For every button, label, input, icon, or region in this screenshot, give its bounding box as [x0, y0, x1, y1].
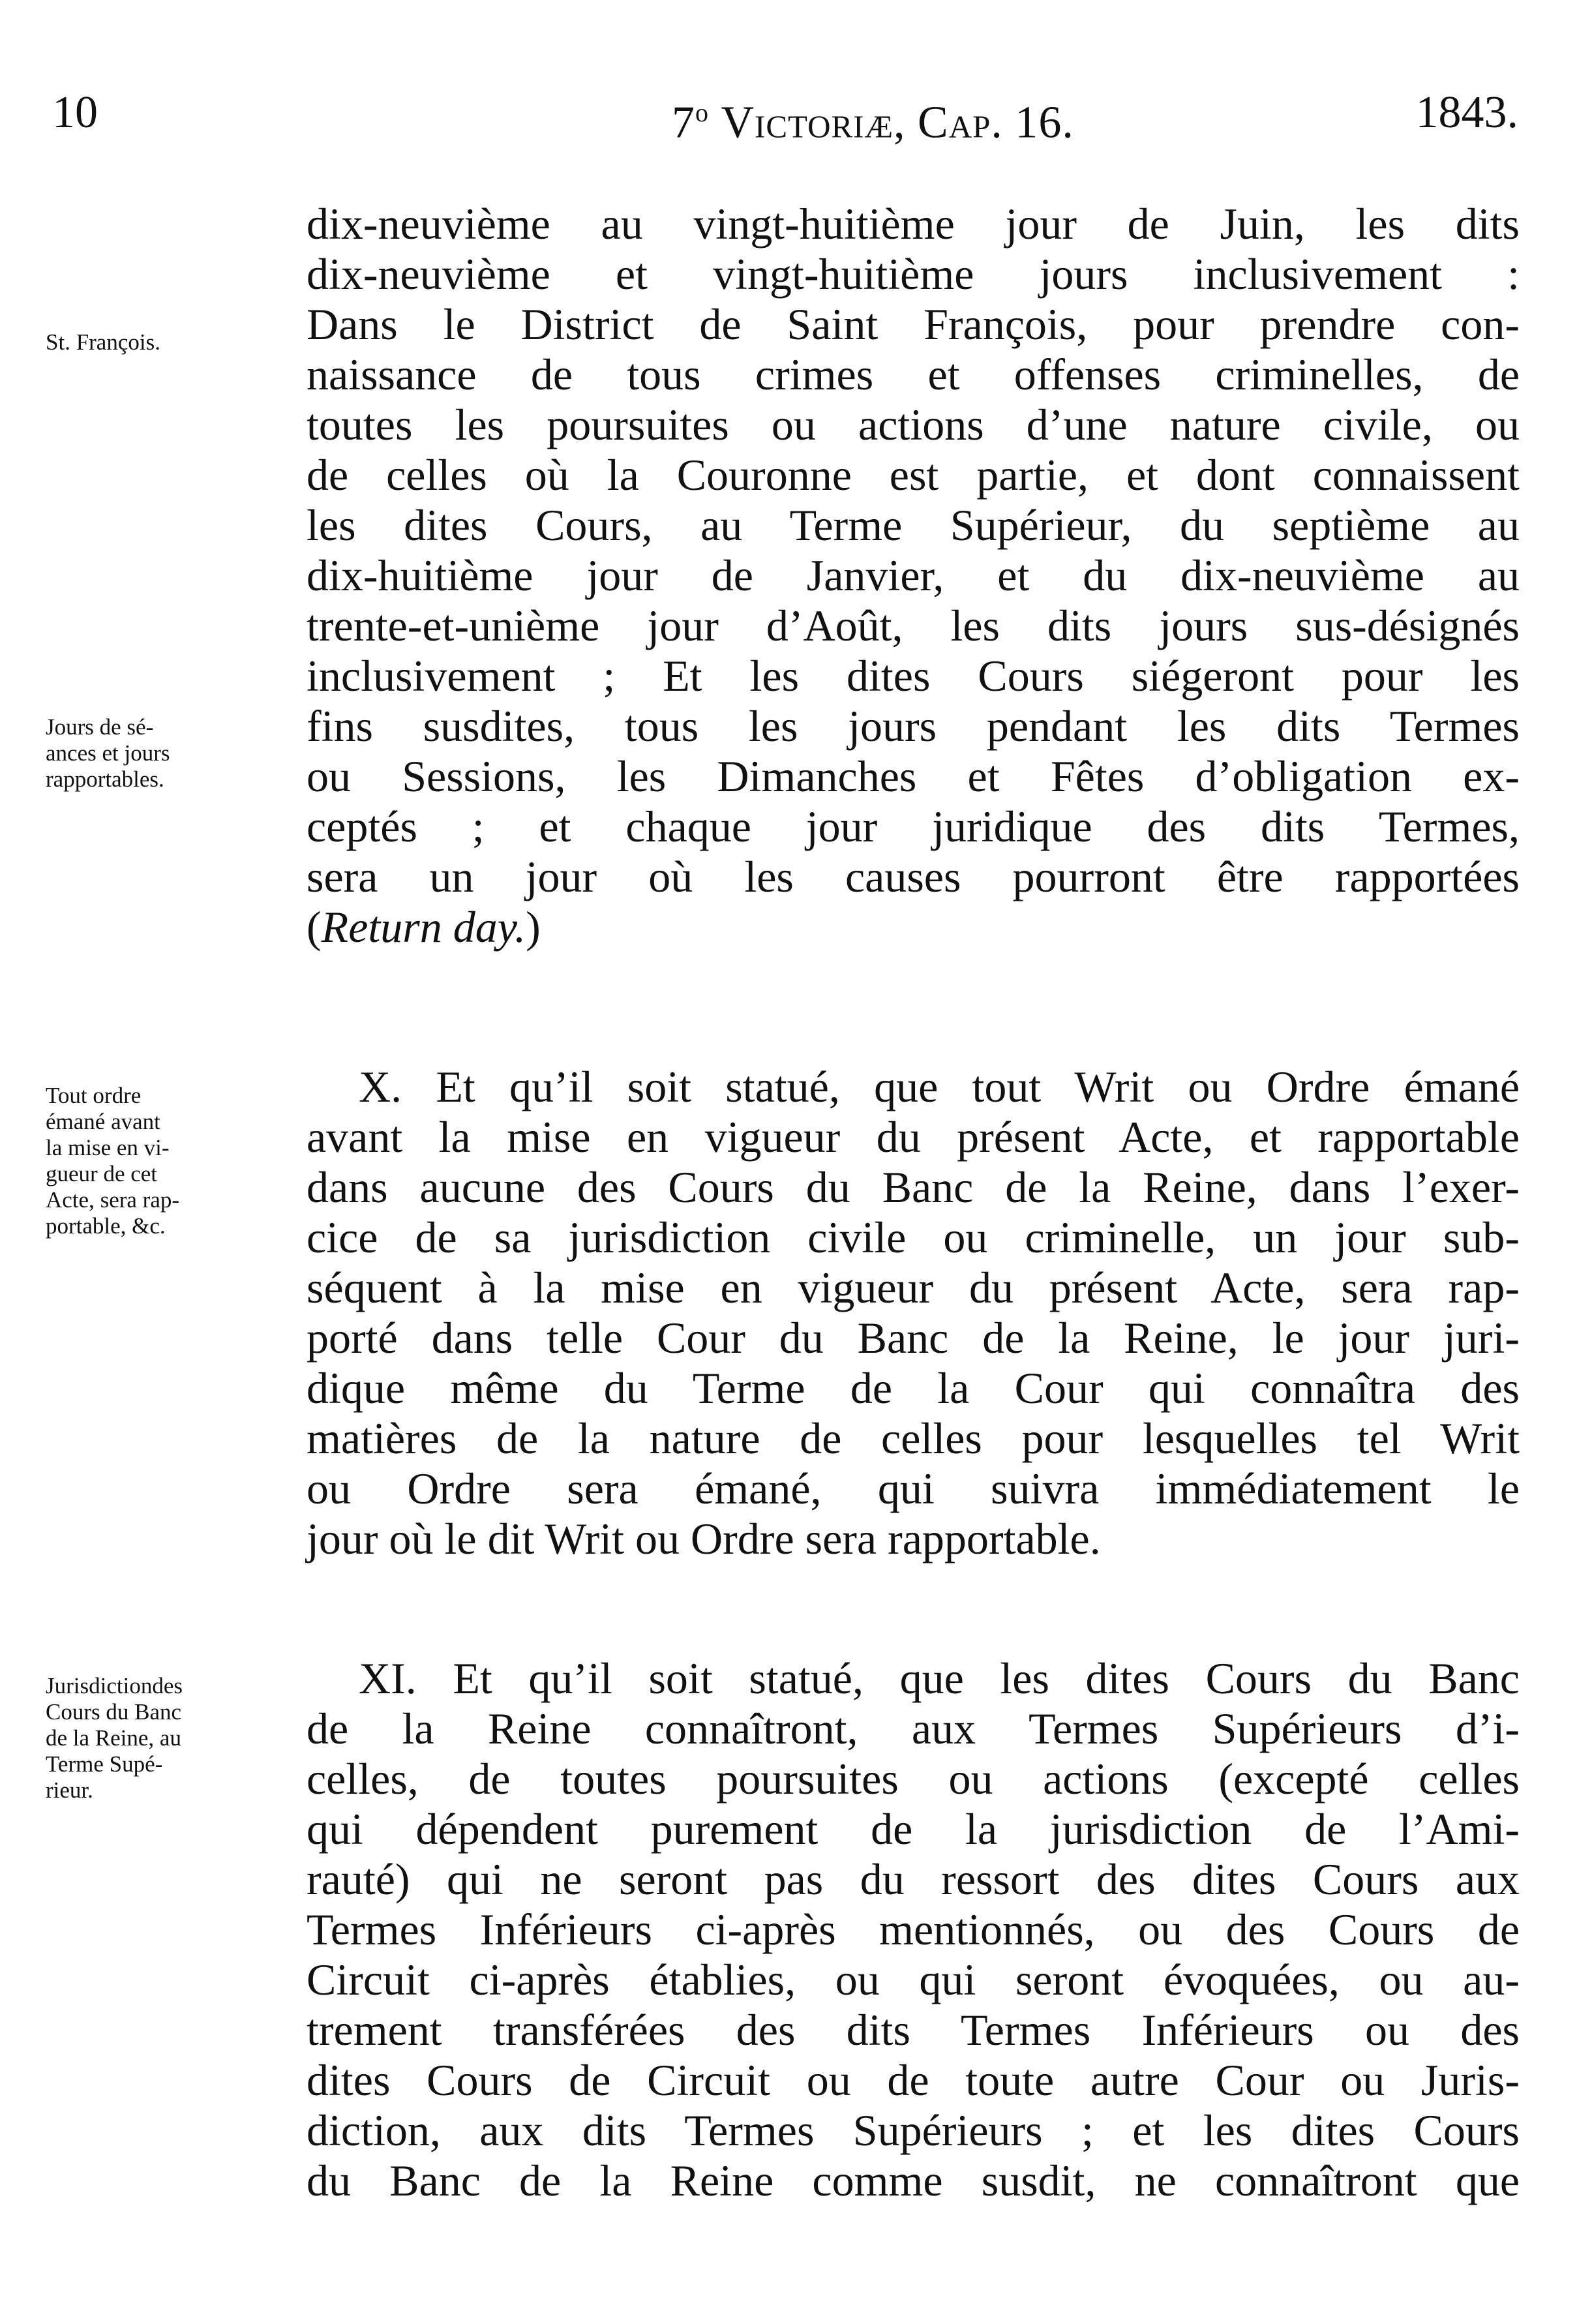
- margin-note-line: ances et jours: [46, 740, 170, 766]
- text-line: rauté) qui ne seront pas du ressort des dites Cours aux: [307, 1854, 1520, 1904]
- text-line: Termes Inférieurs ci-après mentionnés, ou des Cours de: [307, 1905, 1520, 1954]
- text-line: dans aucune des Cours du Banc de la Reine, dans l’exer-: [307, 1162, 1520, 1212]
- page-header: [0, 83, 1577, 148]
- text-line: matières de la nature de celles pour lesquelles tel Writ: [307, 1413, 1520, 1463]
- margin-note-line: Terme Supé-: [46, 1751, 163, 1777]
- text-line: de la Reine connaîtront, aux Termes Supérieurs d’i-: [307, 1704, 1520, 1753]
- text-line: ceptés ; et chaque jour juridique des dits Termes,: [307, 802, 1520, 851]
- title-text: Victoriæ, Cap. 16.: [721, 97, 1074, 148]
- title-number: 7: [672, 97, 695, 148]
- text-line: cice de sa jurisdiction civile ou criminelle, un jour sub-: [307, 1213, 1520, 1262]
- margin-note-line: émané avant: [46, 1109, 160, 1134]
- margin-note-line: rieur.: [46, 1777, 93, 1803]
- paren-close: ): [526, 902, 541, 952]
- margin-note-line: Tout ordre: [46, 1083, 142, 1108]
- margin-note-line: Jurisdictiondes: [46, 1673, 183, 1698]
- text-line: ou Sessions, les Dimanches et Fêtes d’obligation ex-: [307, 751, 1520, 801]
- text-line: Circuit ci-après établies, ou qui seront évoquées, ou au-: [307, 1955, 1520, 2004]
- year: 1843.: [1415, 87, 1518, 138]
- section-xi: [307, 1653, 1520, 2206]
- text-line: [307, 902, 1520, 952]
- margin-note-line: St. François.: [46, 329, 160, 355]
- text-line: les dites Cours, au Terme Supérieur, du septième au: [307, 500, 1520, 550]
- margin-note-tout-ordre: [46, 1083, 280, 1239]
- text-line: du Banc de la Reine comme susdit, ne connaîtront que: [307, 2156, 1520, 2205]
- margin-note-line: rapportables.: [46, 766, 164, 792]
- text-line: naissance de tous crimes et offenses criminelles, de: [307, 350, 1520, 399]
- text-line: dique même du Terme de la Cour qui connaîtra des: [307, 1363, 1520, 1413]
- margin-note-line: Cours du Banc: [46, 1699, 182, 1725]
- text-line: dix-huitième jour de Janvier, et du dix-neuvième au: [307, 551, 1520, 600]
- text-line: X. Et qu’il soit statué, que tout Writ ou Ordre émané: [359, 1062, 1520, 1111]
- body-paragraph-continuation: [307, 199, 1520, 952]
- text-line: qui dépendent purement de la jurisdiction de l’Ami-: [307, 1804, 1520, 1854]
- text-line: Dans le District de Saint François, pour prendre con-: [307, 299, 1520, 349]
- text-line: inclusivement ; Et les dites Cours siégeront pour les: [307, 651, 1520, 701]
- text-line: de celles où la Couronne est partie, et dont connaissent: [307, 450, 1520, 500]
- italic-term: Return day.: [321, 902, 526, 952]
- running-title: [672, 83, 1074, 152]
- text-line: avant la mise en vigueur du présent Acte, et rapportable: [307, 1112, 1520, 1162]
- text-line: trement transférées des dits Termes Inférieurs ou des: [307, 2005, 1520, 2055]
- text-line: dix-neuvième et vingt-huitième jours inclusivement :: [307, 249, 1520, 299]
- text-line: celles, de toutes poursuites ou actions (excepté celles: [307, 1754, 1520, 1803]
- title-superscript: o: [695, 98, 709, 127]
- text-line: ou Ordre sera émané, qui suivra immédiatement le: [307, 1464, 1520, 1513]
- text-line: diction, aux dits Termes Supérieurs ; et les dites Cours: [307, 2105, 1520, 2155]
- text-line: trente-et-unième jour d’Août, les dits jours sus-désignés: [307, 601, 1520, 650]
- text-line: séquent à la mise en vigueur du présent Acte, sera rap-: [307, 1263, 1520, 1312]
- margin-note-jours: [46, 714, 280, 792]
- text-line: jour où le dit Writ ou Ordre sera rapportable.: [307, 1514, 1101, 1563]
- page-number: 10: [52, 87, 98, 138]
- margin-note-line: Acte, sera rap-: [46, 1187, 180, 1213]
- text-line: porté dans telle Cour du Banc de la Reine, le jour juri-: [307, 1313, 1520, 1363]
- paren-open: (: [307, 902, 322, 952]
- margin-note-st-francois: [46, 329, 280, 355]
- margin-note-line: gueur de cet: [46, 1161, 158, 1186]
- section-x: [307, 1062, 1520, 1564]
- margin-note-line: la mise en vi-: [46, 1135, 170, 1160]
- margin-note-line: portable, &c.: [46, 1213, 166, 1239]
- margin-note-jurisdiction: [46, 1673, 280, 1803]
- text-line: sera un jour où les causes pourront être rapportées: [307, 852, 1520, 901]
- text-line: fins susdites, tous les jours pendant les dits Termes: [307, 701, 1520, 751]
- text-line: XI. Et qu’il soit statué, que les dites Cours du Banc: [359, 1653, 1520, 1703]
- text-line: dix-neuvième au vingt-huitième jour de Juin, les dits: [307, 199, 1520, 249]
- margin-note-line: de la Reine, au: [46, 1725, 181, 1751]
- margin-note-line: Jours de sé-: [46, 714, 154, 740]
- text-line: toutes les poursuites ou actions d’une nature civile, ou: [307, 400, 1520, 449]
- text-line: dites Cours de Circuit ou de toute autre Cour ou Juris-: [307, 2055, 1520, 2105]
